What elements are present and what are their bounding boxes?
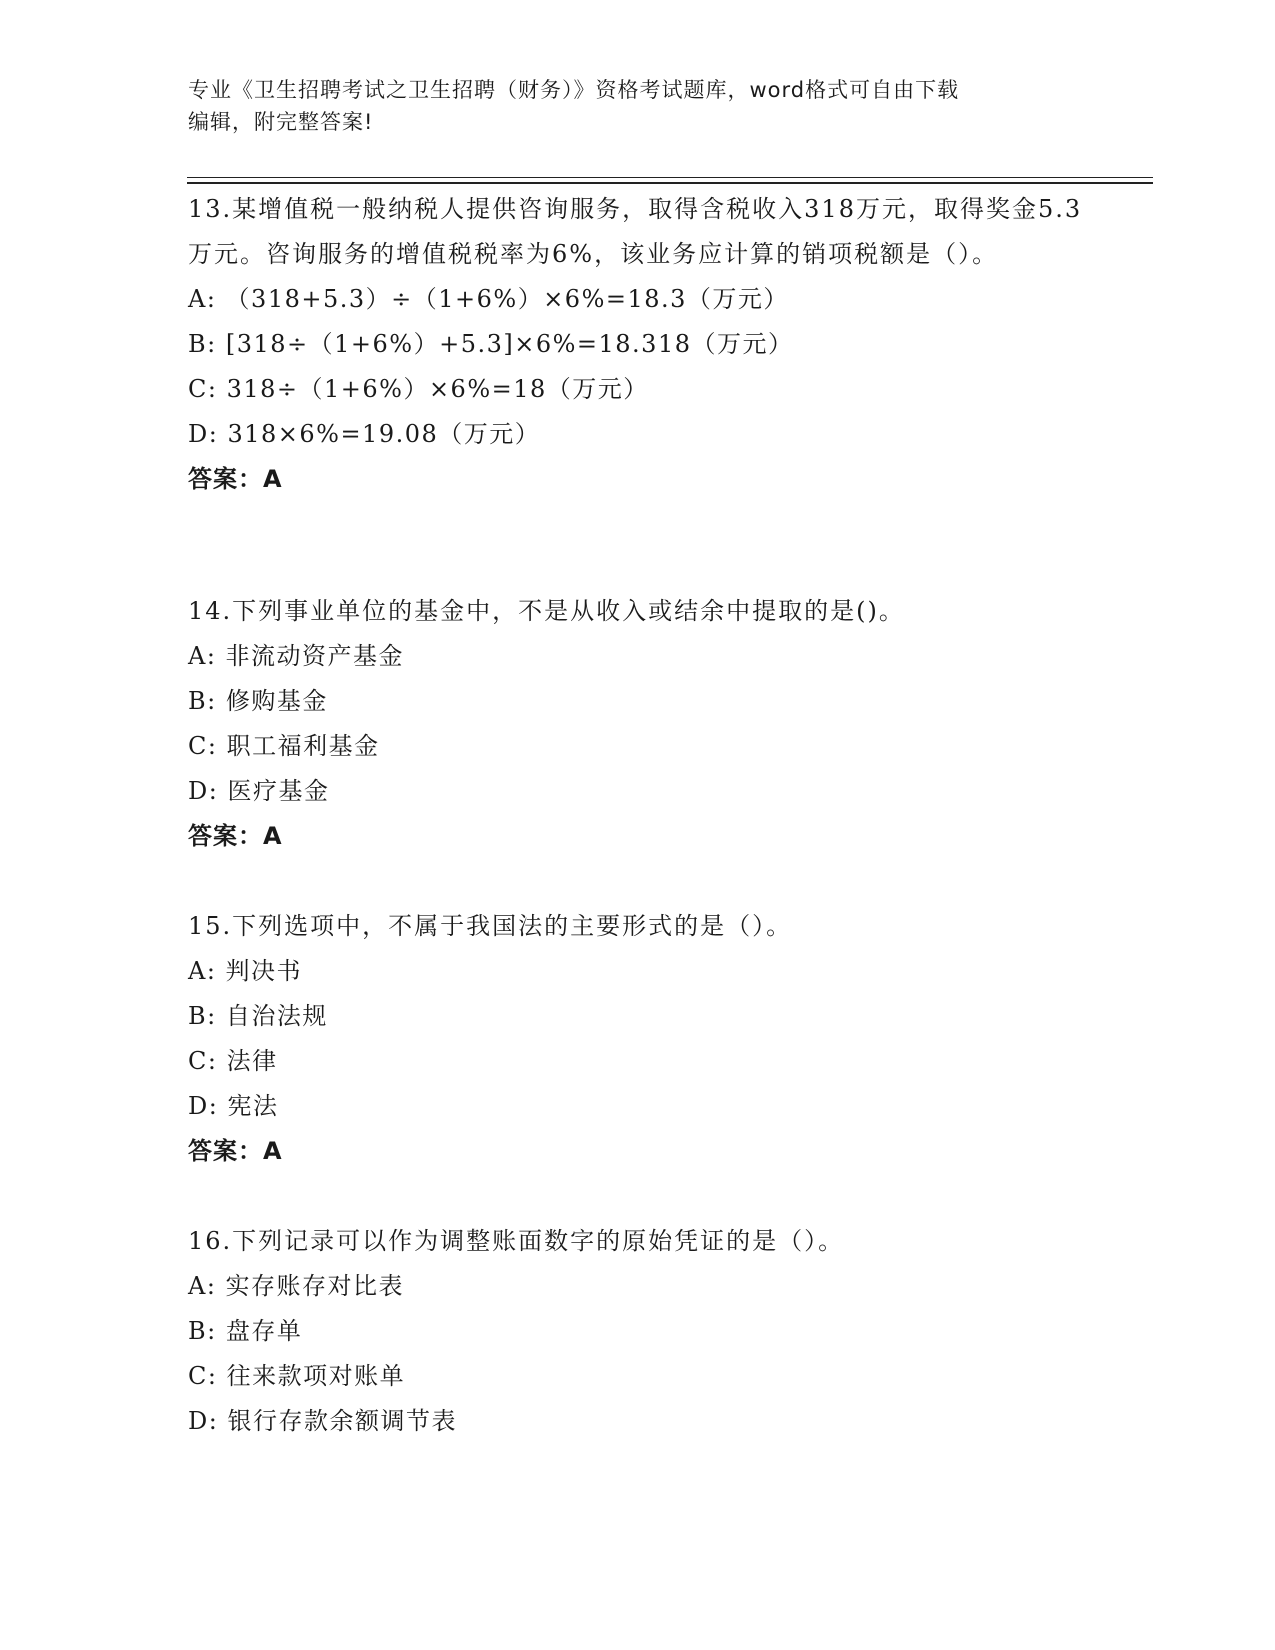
- header-divider-thick: [187, 182, 1153, 184]
- option-b: B: [318÷（1+6%）+5.3]×6%=18.318（万元）: [188, 330, 794, 358]
- option-a: A: 非流动资产基金: [188, 642, 405, 670]
- option-d: D: 宪法: [188, 1092, 279, 1120]
- question-13: [188, 187, 1088, 502]
- question-14: [188, 589, 1088, 859]
- option-b: B: 修购基金: [188, 687, 328, 715]
- option-d: D: 医疗基金: [188, 777, 330, 805]
- question-15: [188, 904, 1088, 1174]
- header-line-2: 编辑，附完整答案!: [188, 110, 374, 134]
- question-stem: 16.下列记录可以作为调整账面数字的原始凭证的是（）。: [188, 1227, 845, 1255]
- option-c: C: 职工福利基金: [188, 732, 380, 760]
- header-line-1: 专业《卫生招聘考试之卫生招聘（财务）》资格考试题库，word格式可自由下载: [188, 78, 960, 102]
- option-c: C: 法律: [188, 1047, 278, 1075]
- option-b: B: 自治法规: [188, 1002, 328, 1030]
- question-16: [188, 1219, 1088, 1444]
- option-b: B: 盘存单: [188, 1317, 303, 1345]
- header-divider-thin: [187, 177, 1153, 178]
- option-d: D: 318×6%=19.08（万元）: [188, 420, 541, 448]
- question-stem: 14.下列事业单位的基金中，不是从收入或结余中提取的是()。: [188, 597, 905, 625]
- document-header: [188, 74, 1088, 138]
- option-a: A: 判决书: [188, 957, 303, 985]
- option-d: D: 银行存款余额调节表: [188, 1407, 457, 1435]
- option-a: A: 实存账存对比表: [188, 1272, 405, 1300]
- question-stem: 13.某增值税一般纳税人提供咨询服务，取得含税收入318万元，取得奖金5.3万元。咨询服务的增值税税率为6%，该业务应计算的销项税额是（）。: [188, 195, 1083, 268]
- answer: 答案：A: [188, 1137, 283, 1165]
- answer: 答案：A: [188, 465, 283, 493]
- answer: 答案：A: [188, 822, 283, 850]
- option-c: C: 318÷（1+6%）×6%=18（万元）: [188, 375, 649, 403]
- question-stem: 15.下列选项中，不属于我国法的主要形式的是（）。: [188, 912, 793, 940]
- option-c: C: 往来款项对账单: [188, 1362, 406, 1390]
- option-a: A: （318+5.3）÷（1+6%）×6%=18.3（万元）: [188, 285, 789, 313]
